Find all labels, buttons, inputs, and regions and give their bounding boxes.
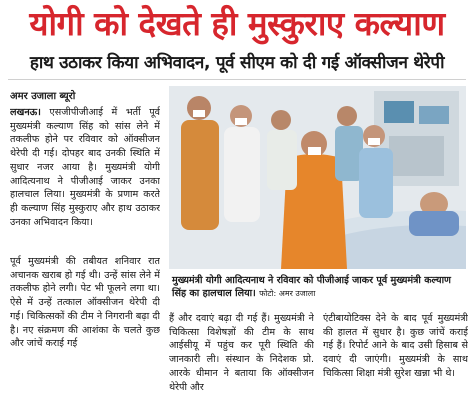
divider — [8, 79, 466, 80]
byline: अमर उजाला ब्यूरो — [10, 91, 76, 102]
article-continuation-text: पूर्व मुख्यमंत्री की तबीयत शनिवार रात अचानक खराब हो गई थी। उन्हें सांस लेने में तकलीफ होने लगी। पेट भी फूलने लगा था। ऐसे में उन्हें तत्काल ऑक्सीजन थेरेपी दी गई। चिकित्सकों की टीम ने निगरानी बढ़ा दी है। नए संक्रमण की आशंका के चलते कुछ और जांचें कराई गई — [10, 256, 160, 350]
article-column-middle — [169, 312, 314, 407]
article-column-left-continued — [10, 255, 160, 405]
news-photo — [169, 86, 466, 269]
photo-caption — [172, 274, 464, 300]
hospital-scene-illustration — [169, 86, 466, 269]
subheadline: हाथ उठाकर किया अभिवादन, पूर्व सीएम को दी गई ऑक्सीजन थेरेपी — [29, 53, 445, 73]
article-middle-text: हैं और दवाएं बढ़ा दी गई हैं। मुख्यमंत्री ने चिकित्सा विशेषज्ञों की टीम के साथ आईसीयू में पहुंच कर पूरी स्थिति की जानकारी ली। संस्थान के निदेशक प्रो. आरके धीमान ने बताया कि ऑक्सीजन थेरेपी और — [169, 313, 314, 393]
caption-text: मुख्यमंत्री योगी आदित्यनाथ ने रविवार को पीजीआई जाकर पूर्व मुख्यमंत्री कल्याण सिंह का हालचाल लिया। — [172, 275, 451, 299]
article-column-left — [10, 106, 160, 271]
headline: योगी को देखते ही मुस्कुराए कल्याण — [29, 4, 445, 43]
dateline: लखनऊ। — [10, 107, 41, 118]
article-column-right — [323, 312, 468, 407]
article-lead-text: एसजीपीजीआई में भर्ती पूर्व मुख्यमंत्री कल्याण सिंह को सांस लेने में तकलीफ होने पर रविवार को ऑक्सीजन थेरेपी दी गई। दोपहर बाद उनकी स्थिति में सुधार नजर आया है। मुख्यमंत्री योगी आदित्यनाथ ने पीजीआई जाकर उनका हालचाल लिया। मुख्यमंत्री के प्रणाम करते ही कल्याण सिंह मुस्कुराए और हाथ उठाकर उनका अभिवादन किया। — [10, 107, 160, 228]
article-right-text: एंटीबायोटिक्स देने के बाद पूर्व मुख्यमंत्री की हालत में सुधार है। कुछ जांचें कराई गई हैं। रिपोर्ट आने के बाद उसी हिसाब से दवाएं दी जाएंगी। मुख्यमंत्री के साथ चिकित्सा शिक्षा मंत्री सुरेश खन्ना भी थे। — [323, 313, 468, 379]
photo-credit: फोटो: अमर उजाला — [259, 289, 316, 298]
